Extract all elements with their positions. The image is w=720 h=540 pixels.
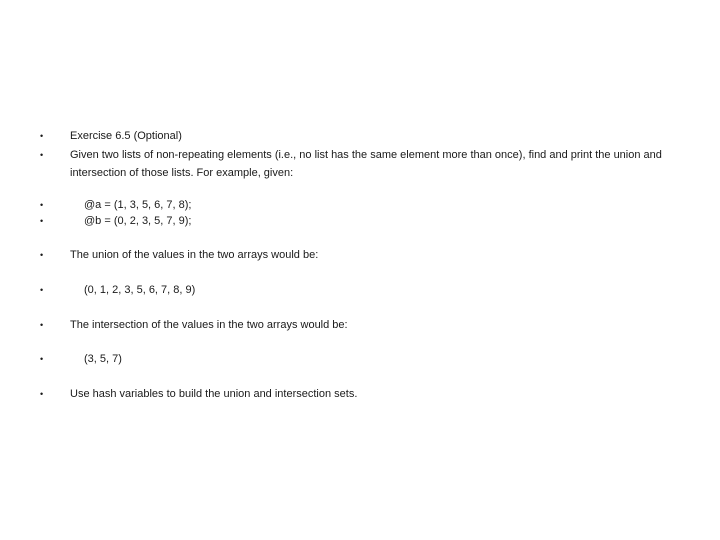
intersection-intro: The intersection of the values in the two arrays would be: <box>70 319 348 331</box>
bullet: • <box>40 320 44 330</box>
array-a-code: @a = (1, 3, 5, 6, 7, 8); <box>84 199 192 211</box>
exercise-title: Exercise 6.5 (Optional) <box>70 130 182 142</box>
bullet: • <box>40 150 44 160</box>
bullet: • <box>40 250 44 260</box>
union-intro: The union of the values in the two arrays would be: <box>70 249 319 261</box>
hash-hint: Use hash variables to build the union and intersection sets. <box>70 388 358 400</box>
array-b-code: @b = (0, 2, 3, 5, 7, 9); <box>84 215 192 227</box>
bullet: • <box>40 216 44 226</box>
bullet: • <box>40 285 44 295</box>
union-result: (0, 1, 2, 3, 5, 6, 7, 8, 9) <box>84 284 196 296</box>
bullet: • <box>40 200 44 210</box>
bullet: • <box>40 131 44 141</box>
bullet: • <box>40 354 44 364</box>
bullet: • <box>40 389 44 399</box>
exercise-description: Given two lists of non-repeating elements (i.e., no list has the same element more than once), find and print the union and intersection of those lists. For example, given: <box>70 149 662 179</box>
intersection-result: (3, 5, 7) <box>84 353 122 365</box>
